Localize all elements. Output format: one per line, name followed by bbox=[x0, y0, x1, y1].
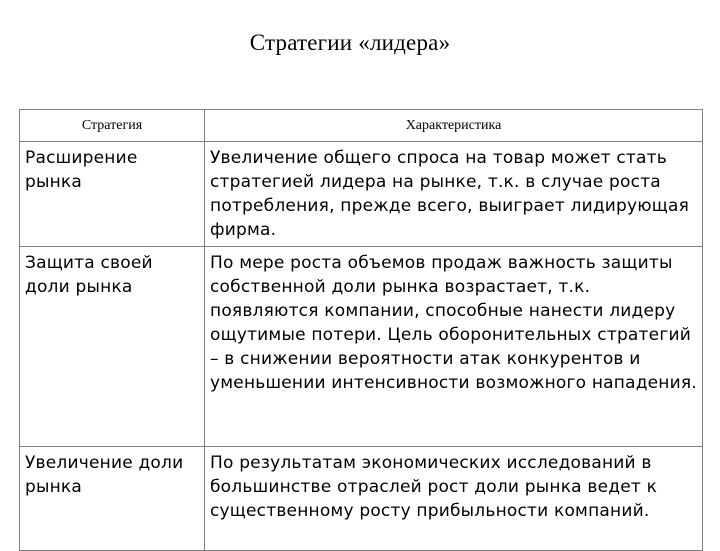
characteristic-cell: Увеличение общего спроса на товар может стать стратегией лидера на рынке, т.к. в случае роста потребления, прежде всего, выиграет лидирующая фирма. bbox=[205, 142, 703, 247]
table-row bbox=[20, 447, 703, 551]
characteristic-cell: По мере роста объемов продаж важность защиты собственной доли рынка возрастает, т.к. появляются компании, способные нанести лидеру ощутимые потери. Цель оборонительных стратегий – в снижении вероятности атак конкурентов и уменьшении интенсивности возможного нападения. bbox=[205, 247, 703, 447]
strategy-cell: Расширение рынка bbox=[20, 142, 205, 247]
page-title: Стратегии «лидера» bbox=[249, 30, 451, 55]
column-header-strategy: Стратегия bbox=[20, 110, 205, 142]
characteristic-cell: По результатам экономических исследований в большинстве отраслей рост доли рынка ведет к существенному росту прибыльности компаний. bbox=[205, 447, 703, 551]
strategy-cell: Защита своей доли рынка bbox=[20, 247, 205, 447]
table-row bbox=[20, 142, 703, 247]
column-header-characteristic: Характеристика bbox=[205, 110, 703, 142]
table-header-row bbox=[20, 110, 703, 142]
strategy-cell: Увеличение доли рынка bbox=[20, 447, 205, 551]
table-row bbox=[20, 247, 703, 447]
strategy-table bbox=[19, 109, 703, 551]
